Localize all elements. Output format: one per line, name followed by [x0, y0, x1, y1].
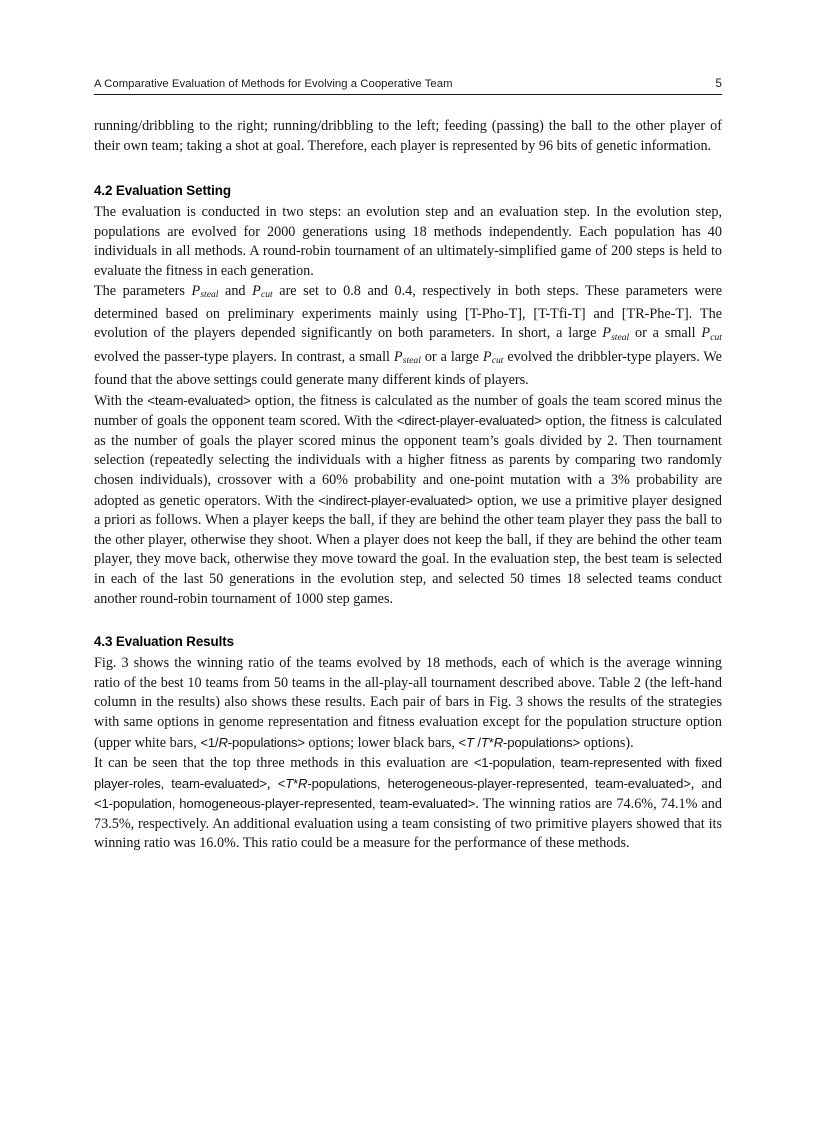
text-run: / — [473, 734, 481, 750]
variable-p: P — [252, 282, 261, 299]
text-run: <1/ — [200, 734, 219, 750]
paragraph-4-2-3 — [94, 391, 722, 610]
header-rule — [94, 94, 722, 95]
subscript-steal: steal — [611, 332, 630, 344]
variable-p: P — [482, 348, 492, 365]
variable-r: R — [493, 734, 503, 750]
text-run: evolved the dribbler-type players. We found that the above settings could generate many different kinds of players. — [94, 348, 722, 388]
paragraph-4-3-2 — [94, 753, 722, 854]
text-run: < — [277, 775, 286, 791]
text-run: options). — [580, 734, 634, 751]
option-t-tr-populations — [459, 735, 581, 750]
variable-p: P — [602, 325, 611, 342]
symbol-p-cut-2 — [701, 325, 722, 344]
subscript-cut: cut — [260, 289, 273, 301]
text-run: -populations> — [227, 734, 305, 750]
symbol-p-steal-2 — [602, 325, 630, 344]
text-run: It can be seen that the top three methods in this evaluation are — [94, 755, 474, 772]
symbol-p-steal-1 — [191, 283, 218, 299]
running-header — [94, 78, 722, 94]
text-run: options; lower black bars, — [304, 734, 459, 751]
text-run: or a large — [420, 348, 483, 365]
text-run: -populations, heterogeneous-player-represented, team-evaluated> — [307, 775, 691, 791]
heading-section-4-2: 4.2 Evaluation Setting — [94, 183, 231, 199]
variable-p: P — [701, 325, 711, 342]
running-header-title: A Comparative Evaluation of Methods for Evolving a Cooperative Team — [94, 78, 453, 90]
text-run: and — [218, 282, 253, 299]
variable-t: T — [285, 775, 294, 791]
text-run: option, the fitness is calculated as the number of goals the player scored minus the opponent team’s goals divided by 2. Then tournament selection (repeatedly selecting the individuals with a higher fitness as parents by comparing two randomly chosen individuals), crossover with a 60% probability and one-point mutation with a 3% probability are adopted as genetic operators. With the — [94, 413, 723, 509]
text-run: , — [266, 775, 278, 792]
text-run: , and — [690, 775, 723, 792]
symbol-p-cut-3 — [483, 349, 504, 365]
subscript-steal: steal — [402, 355, 421, 367]
text-run: -populations> — [503, 734, 581, 750]
option-tr-populations-heterogeneous — [278, 776, 691, 791]
paragraph-4-3-1 — [94, 654, 722, 753]
heading-section-4-3: 4.3 Evaluation Results — [94, 634, 234, 650]
text-run: . The winning ratios are 74.6%, 74.1% and 73.5%, respectively. An additional evaluation using a team consisting of two primitive players showed that its winning ratio was 16.0%. This ratio could be a measure for the performance of these methods. — [94, 796, 722, 852]
text-run: option, the fitness is calculated as the number of goals the team scored minus the number of goals the opponent team scored. With the — [94, 392, 722, 430]
text-run: Fig. 3 shows the winning ratio of the teams evolved by 18 methods, each of which is the average winning ratio of the best 10 teams from 50 teams in the all-play-all tournament described above. Table 2 (the left-hand column in the results) also shows these results. Each pair of bars in Fig. 3 shows the results of the strategies with same options in genome representation and fitness evaluation except for the population structure option (upper white bars, — [94, 655, 722, 751]
paragraph-4-2-2 — [94, 282, 722, 391]
variable-p: P — [393, 348, 403, 365]
text-run: With the — [94, 392, 148, 409]
subscript-steal: steal — [200, 289, 219, 301]
variable-r: R — [218, 734, 228, 750]
text-run: option, we use a primitive player designed a priori as follows. When a player keeps the ball, if they are behind the other team player they pass the ball to the other player, otherwise they shoot. When a player does not keep the ball, if they are behind the other team player, they move back, otherwise they move toward the goal. In the evaluation step, the best team is selected in each of the last 50 generations in the evolution step, and selected 50 times 18 selected teams conduct another round-robin tournament of 1000 step games. — [94, 492, 722, 607]
variable-t: T — [480, 734, 489, 750]
symbol-p-steal-3 — [394, 349, 421, 365]
option-1-r-populations — [200, 735, 304, 750]
option-direct-player-evaluated: <direct-player-evaluated> — [396, 413, 542, 429]
option-1-population-team-represented: <1-population, team-represented with fixed player-roles, team-evaluated> — [94, 755, 722, 791]
variable-t: T — [466, 734, 474, 750]
text-run: or a small — [629, 325, 702, 342]
variable-r: R — [298, 775, 308, 791]
text-run: are set to 0.8 and 0.4, respectively in both steps. These parameters were determined based on preliminary experiments mainly using [T-Pho-T], [T-Tfi-T] and [TR-Phe-T]. The evolution of the players depended significantly on both parameters. In short, a large — [94, 282, 722, 342]
symbol-p-cut-1 — [252, 283, 273, 299]
page-content — [94, 78, 722, 854]
option-1-population-homogeneous: <1-population, homogeneous-player-represented, team-evaluated> — [94, 796, 476, 812]
paragraph-4-2-1: The evaluation is conducted in two steps: an evolution step and an evaluation step. In the evolution step, populations are evolved for 2000 generations using 18 methods independently. Each population has 40 individuals in all methods. A round-robin tournament of an ultimately-simplified game of 200 steps is held to evaluate the fitness in each generation. — [94, 204, 722, 279]
text-run: evolved the passer-type players. In contrast, a small — [94, 348, 394, 365]
subscript-cut: cut — [710, 332, 722, 344]
variable-p: P — [191, 282, 201, 299]
text-run: * — [488, 734, 494, 750]
text-run: The parameters — [94, 282, 192, 299]
option-team-evaluated: <team-evaluated> — [147, 392, 251, 408]
text-run: * — [293, 775, 299, 791]
page-number: 5 — [715, 78, 722, 90]
text-run: < — [458, 734, 467, 750]
option-indirect-player-evaluated: <indirect-player-evaluated> — [318, 492, 473, 508]
subscript-cut: cut — [491, 355, 504, 367]
paragraph-intro-continued: running/dribbling to the right; running/dribbling to the left; feeding (passing) the ball to the other player of their own team; taking a shot at goal. Therefore, each player is represented by 96 bits of genetic information. — [94, 118, 722, 154]
